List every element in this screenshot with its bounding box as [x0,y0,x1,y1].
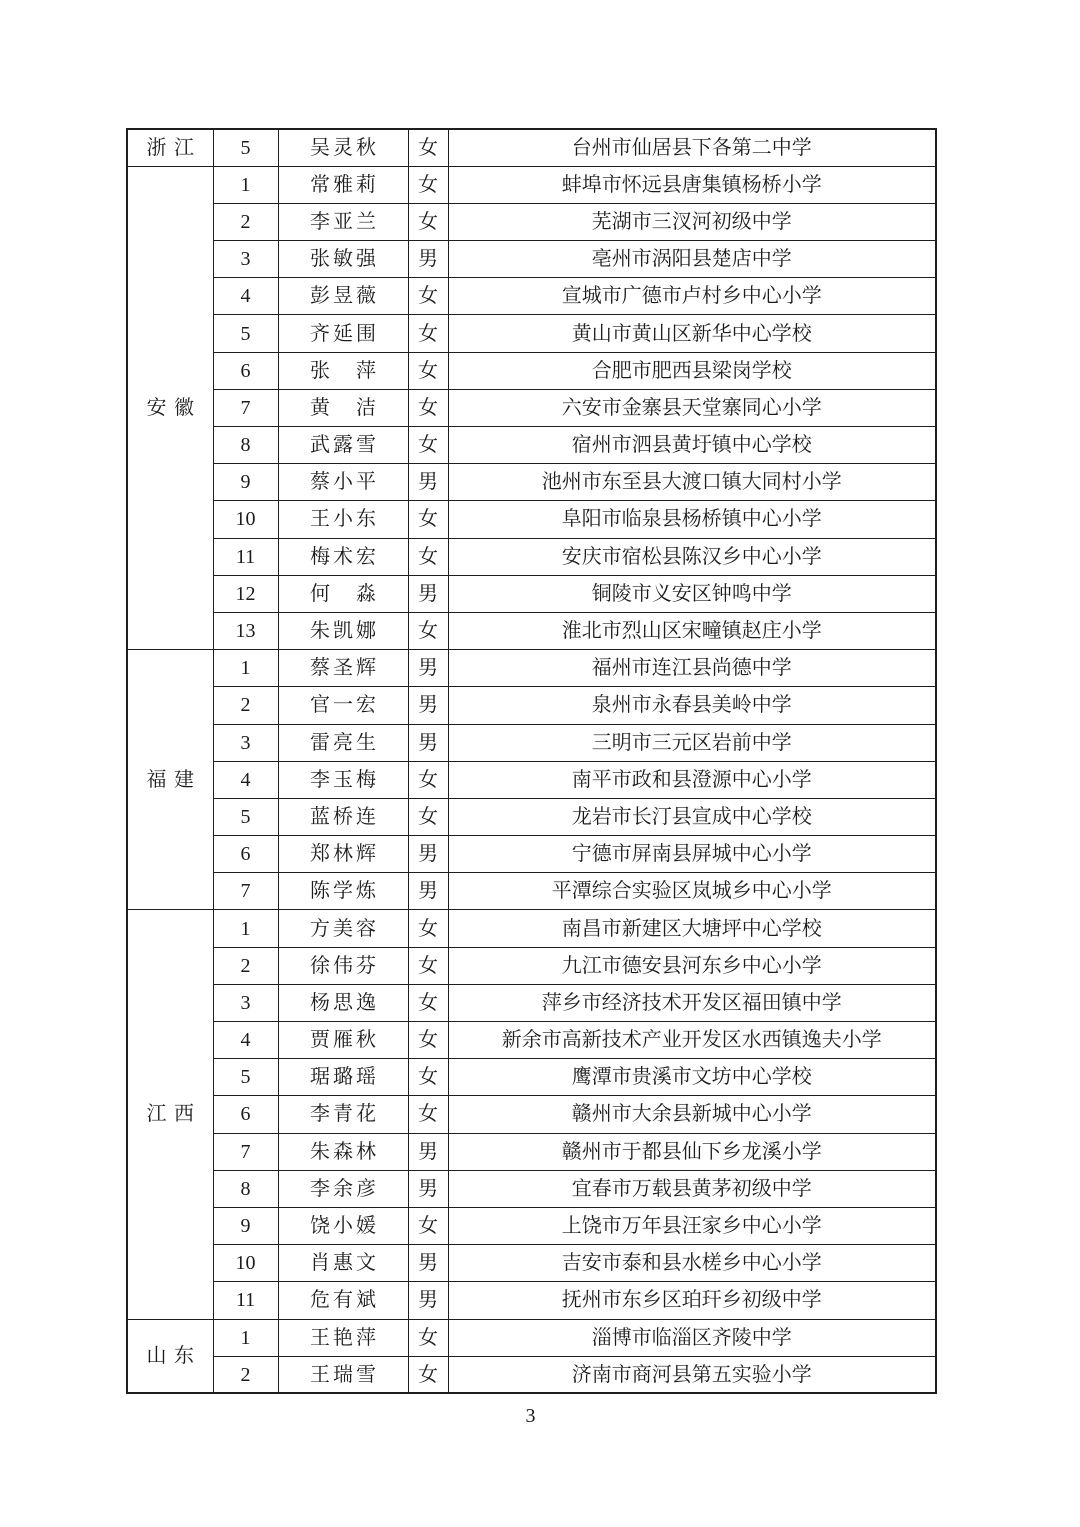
table-row [127,650,936,687]
table-row [127,910,936,947]
teacher-name-cell: 陈学炼 [278,873,408,910]
school-name-cell: 安庆市宿松县陈汉乡中心小学 [448,538,936,575]
table-row [127,464,936,501]
school-name-cell: 萍乡市经济技术开发区福田镇中学 [448,984,936,1021]
table-row [127,687,936,724]
gender-cell: 女 [408,1356,448,1393]
gender-cell: 女 [408,1096,448,1133]
row-number-cell: 10 [213,1245,278,1282]
row-number-cell: 1 [213,910,278,947]
table-row [127,1245,936,1282]
school-name-cell: 鹰潭市贵溪市文坊中心学校 [448,1059,936,1096]
school-name-cell: 南昌市新建区大塘坪中心学校 [448,910,936,947]
table-row [127,166,936,203]
teacher-name-cell: 郑林辉 [278,836,408,873]
school-name-cell: 宣城市广德市卢村乡中心小学 [448,278,936,315]
table-row [127,1059,936,1096]
teacher-name-cell: 方美容 [278,910,408,947]
teacher-name-cell: 徐伟芬 [278,947,408,984]
row-number-cell: 3 [213,241,278,278]
gender-cell: 女 [408,538,448,575]
gender-cell: 女 [408,1207,448,1244]
table-row [127,389,936,426]
gender-cell: 女 [408,389,448,426]
school-name-cell: 淄博市临淄区齐陵中学 [448,1319,936,1356]
row-number-cell: 4 [213,278,278,315]
school-name-cell: 宿州市泗县黄圩镇中心学校 [448,427,936,464]
row-number-cell: 5 [213,315,278,352]
teacher-name-cell: 杨思逸 [278,984,408,1021]
teacher-name-cell: 武露雪 [278,427,408,464]
gender-cell: 女 [408,166,448,203]
gender-cell: 女 [408,278,448,315]
table-row [127,984,936,1021]
gender-cell: 男 [408,1133,448,1170]
gender-cell: 男 [408,650,448,687]
gender-cell: 女 [408,1319,448,1356]
row-number-cell: 9 [213,1207,278,1244]
gender-cell: 男 [408,1245,448,1282]
row-number-cell: 4 [213,761,278,798]
school-name-cell: 赣州市大余县新城中心小学 [448,1096,936,1133]
page-number: 3 [525,1405,536,1427]
row-number-cell: 5 [213,129,278,166]
row-number-cell: 11 [213,538,278,575]
table-row [127,1319,936,1356]
teacher-name-cell: 王小东 [278,501,408,538]
row-number-cell: 3 [213,724,278,761]
teacher-name-cell: 李青花 [278,1096,408,1133]
row-number-cell: 5 [213,798,278,835]
gender-cell: 男 [408,873,448,910]
gender-cell: 女 [408,203,448,240]
school-name-cell: 阜阳市临泉县杨桥镇中心小学 [448,501,936,538]
school-name-cell: 合肥市肥西县梁岗学校 [448,352,936,389]
teacher-roster-table [126,128,937,1394]
school-name-cell: 九江市德安县河东乡中心小学 [448,947,936,984]
table-row [127,129,936,166]
gender-cell: 男 [408,1170,448,1207]
row-number-cell: 2 [213,947,278,984]
gender-cell: 女 [408,1059,448,1096]
school-name-cell: 淮北市烈山区宋疃镇赵庄小学 [448,612,936,649]
table-row [127,947,936,984]
row-number-cell: 12 [213,575,278,612]
school-name-cell: 南平市政和县澄源中心小学 [448,761,936,798]
teacher-name-cell: 贾雁秋 [278,1022,408,1059]
school-name-cell: 铜陵市义安区钟鸣中学 [448,575,936,612]
school-name-cell: 三明市三元区岩前中学 [448,724,936,761]
row-number-cell: 7 [213,389,278,426]
teacher-name-cell: 李亚兰 [278,203,408,240]
table-row [127,1022,936,1059]
row-number-cell: 13 [213,612,278,649]
teacher-name-cell: 黄 洁 [278,389,408,426]
gender-cell: 男 [408,1282,448,1319]
row-number-cell: 11 [213,1282,278,1319]
teacher-name-cell: 齐延围 [278,315,408,352]
school-name-cell: 赣州市于都县仙下乡龙溪小学 [448,1133,936,1170]
school-name-cell: 泉州市永春县美岭中学 [448,687,936,724]
gender-cell: 女 [408,612,448,649]
gender-cell: 女 [408,315,448,352]
teacher-name-cell: 张敏强 [278,241,408,278]
teacher-name-cell: 琚璐瑶 [278,1059,408,1096]
gender-cell: 男 [408,836,448,873]
table-row [127,761,936,798]
row-number-cell: 1 [213,650,278,687]
table-row [127,278,936,315]
table-row [127,501,936,538]
province-cell: 江西 [127,910,213,1319]
gender-cell: 女 [408,501,448,538]
row-number-cell: 2 [213,203,278,240]
teacher-name-cell: 雷亮生 [278,724,408,761]
teacher-name-cell: 朱森林 [278,1133,408,1170]
school-name-cell: 龙岩市长汀县宣成中心学校 [448,798,936,835]
table-row [127,315,936,352]
school-name-cell: 抚州市东乡区珀玕乡初级中学 [448,1282,936,1319]
teacher-name-cell: 肖惠文 [278,1245,408,1282]
school-name-cell: 芜湖市三汊河初级中学 [448,203,936,240]
teacher-name-cell: 蔡小平 [278,464,408,501]
teacher-name-cell: 彭昱薇 [278,278,408,315]
row-number-cell: 4 [213,1022,278,1059]
school-name-cell: 平潭综合实验区岚城乡中心小学 [448,873,936,910]
row-number-cell: 2 [213,1356,278,1393]
row-number-cell: 10 [213,501,278,538]
table-row [127,1096,936,1133]
school-name-cell: 宁德市屏南县屏城中心小学 [448,836,936,873]
school-name-cell: 吉安市泰和县水槎乡中心小学 [448,1245,936,1282]
gender-cell: 女 [408,761,448,798]
row-number-cell: 5 [213,1059,278,1096]
school-name-cell: 亳州市涡阳县楚店中学 [448,241,936,278]
teacher-name-cell: 王艳萍 [278,1319,408,1356]
table-row [127,612,936,649]
row-number-cell: 8 [213,1170,278,1207]
school-name-cell: 上饶市万年县汪家乡中心小学 [448,1207,936,1244]
row-number-cell: 3 [213,984,278,1021]
school-name-cell: 新余市高新技术产业开发区水西镇逸夫小学 [448,1022,936,1059]
roster-table-body [127,129,936,1393]
row-number-cell: 1 [213,1319,278,1356]
teacher-name-cell: 梅术宏 [278,538,408,575]
teacher-name-cell: 何 淼 [278,575,408,612]
gender-cell: 女 [408,984,448,1021]
teacher-name-cell: 饶小媛 [278,1207,408,1244]
school-name-cell: 池州市东至县大渡口镇大同村小学 [448,464,936,501]
row-number-cell: 1 [213,166,278,203]
gender-cell: 男 [408,464,448,501]
table-row [127,427,936,464]
school-name-cell: 蚌埠市怀远县唐集镇杨桥小学 [448,166,936,203]
gender-cell: 女 [408,947,448,984]
row-number-cell: 6 [213,1096,278,1133]
province-cell: 福建 [127,650,213,910]
gender-cell: 男 [408,724,448,761]
table-row [127,1207,936,1244]
gender-cell: 男 [408,241,448,278]
row-number-cell: 7 [213,873,278,910]
school-name-cell: 宜春市万载县黄茅初级中学 [448,1170,936,1207]
gender-cell: 女 [408,129,448,166]
table-row [127,798,936,835]
gender-cell: 男 [408,575,448,612]
table-row [127,1133,936,1170]
gender-cell: 女 [408,427,448,464]
table-row [127,575,936,612]
gender-cell: 女 [408,352,448,389]
row-number-cell: 2 [213,687,278,724]
teacher-name-cell: 李余彦 [278,1170,408,1207]
table-row [127,1170,936,1207]
table-row [127,352,936,389]
table-row [127,1282,936,1319]
row-number-cell: 8 [213,427,278,464]
teacher-name-cell: 李玉梅 [278,761,408,798]
gender-cell: 女 [408,1022,448,1059]
teacher-name-cell: 常雅莉 [278,166,408,203]
gender-cell: 男 [408,687,448,724]
table-row [127,538,936,575]
gender-cell: 女 [408,910,448,947]
row-number-cell: 6 [213,352,278,389]
table-row [127,724,936,761]
teacher-name-cell: 官一宏 [278,687,408,724]
table-row [127,241,936,278]
row-number-cell: 9 [213,464,278,501]
teacher-name-cell: 蓝桥连 [278,798,408,835]
province-cell: 山东 [127,1319,213,1393]
teacher-name-cell: 吴灵秋 [278,129,408,166]
table-row [127,836,936,873]
teacher-name-cell: 张 萍 [278,352,408,389]
teacher-name-cell: 朱凯娜 [278,612,408,649]
table-row [127,203,936,240]
row-number-cell: 6 [213,836,278,873]
table-row [127,1356,936,1393]
teacher-name-cell: 危有斌 [278,1282,408,1319]
province-cell: 浙江 [127,129,213,166]
province-cell: 安徽 [127,166,213,649]
teacher-name-cell: 蔡圣辉 [278,650,408,687]
school-name-cell: 福州市连江县尚德中学 [448,650,936,687]
school-name-cell: 黄山市黄山区新华中心学校 [448,315,936,352]
teacher-name-cell: 王瑞雪 [278,1356,408,1393]
school-name-cell: 济南市商河县第五实验小学 [448,1356,936,1393]
gender-cell: 女 [408,798,448,835]
row-number-cell: 7 [213,1133,278,1170]
school-name-cell: 六安市金寨县天堂寨同心小学 [448,389,936,426]
school-name-cell: 台州市仙居县下各第二中学 [448,129,936,166]
table-row [127,873,936,910]
